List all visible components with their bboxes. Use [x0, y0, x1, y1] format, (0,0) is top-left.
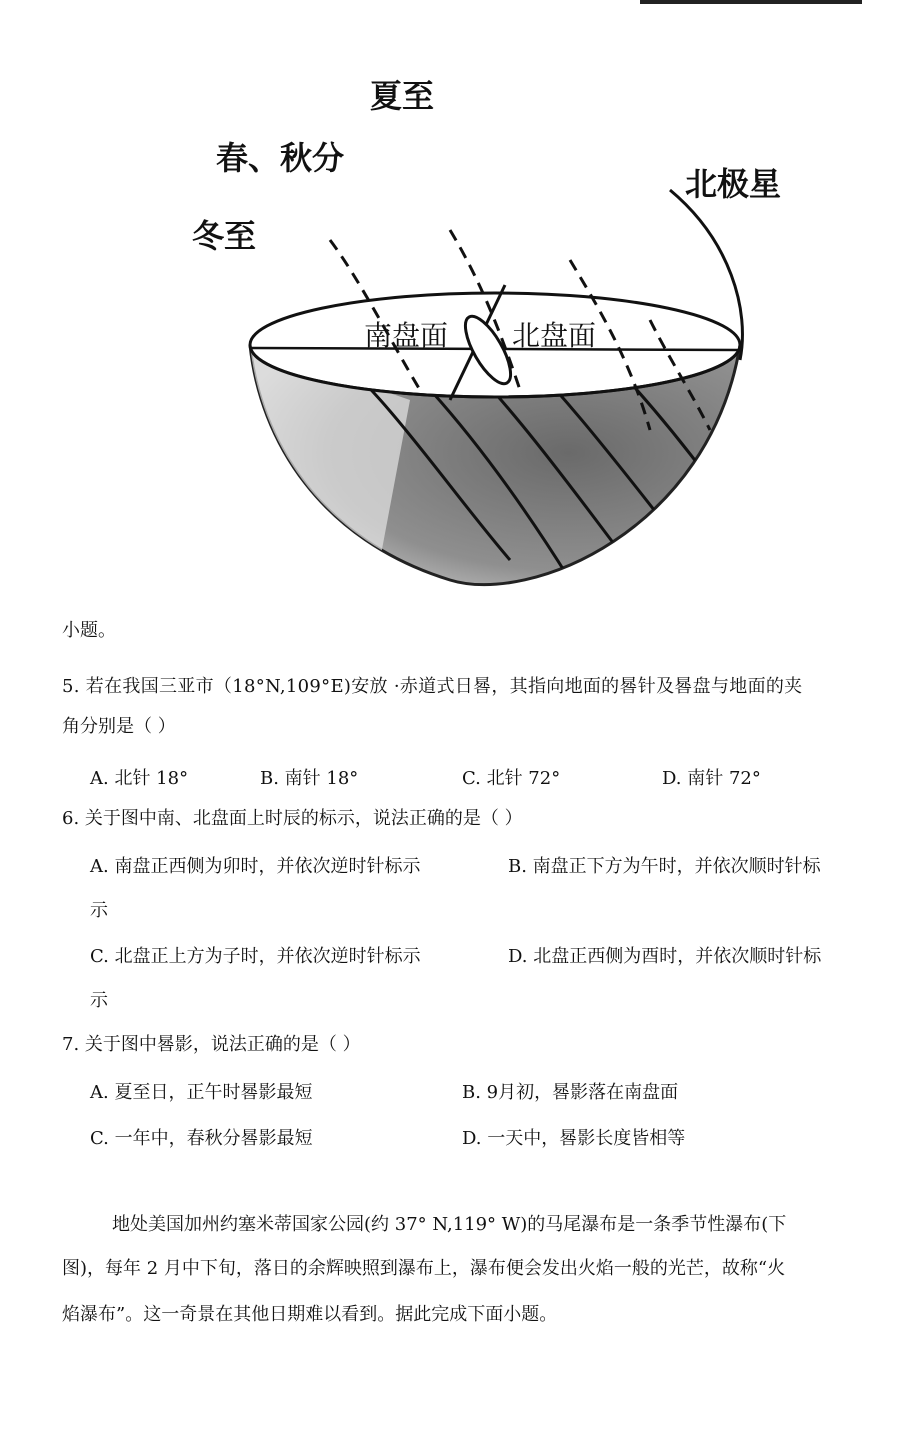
label-winter-solstice: 冬至	[192, 217, 257, 255]
top-edge-bar	[640, 0, 862, 4]
q5-option-b[interactable]: B. 南针 18°	[260, 768, 359, 789]
q6-option-b[interactable]: B. 南盘正下方为午时，并依次顺时针标	[508, 856, 821, 877]
passage-line2: 图)，每年 2 月中下旬，落日的余辉映照到瀑布上，瀑布便会发出火焰一般的光芒，故称“火	[62, 1258, 786, 1279]
q5-option-c[interactable]: C. 北针 72°	[462, 768, 561, 789]
q7-option-b[interactable]: B. 9月初，晷影落在南盘面	[462, 1082, 679, 1103]
q5-stem-line1: 5. 若在我国三亚市（18°N,109°E)安放 ·赤道式日晷，其指向地面的晷针及晷盘与地面的夹	[62, 676, 803, 697]
q7-stem: 7. 关于图中晷影，说法正确的是（ ）	[62, 1034, 361, 1055]
q6-option-c[interactable]: C. 北盘正上方为子时，并依次逆时针标示	[90, 946, 421, 967]
sundial-figure	[150, 60, 810, 620]
polaris-arc	[670, 190, 742, 360]
label-summer-solstice: 夏至	[370, 77, 435, 115]
sun-path-dashed	[330, 240, 420, 390]
label-polaris: 北极星	[685, 165, 782, 203]
passage-line1: 地处美国加州约塞米蒂国家公园(约 37° N,119° W)的马尾瀑布是一条季节性瀑布(下	[112, 1214, 787, 1235]
label-south-dial: 南盘面	[364, 319, 449, 352]
intro-tail: 小题。	[62, 620, 116, 641]
q5-option-a[interactable]: A. 北针 18°	[90, 768, 189, 789]
q6-option-d-wrap: 示	[90, 990, 108, 1011]
q7-option-d[interactable]: D. 一天中，晷影长度皆相等	[462, 1128, 686, 1149]
label-north-dial: 北盘面	[512, 319, 597, 352]
q6-option-b-wrap: 示	[90, 900, 108, 921]
q5-stem-line2: 角分别是（ ）	[62, 716, 176, 737]
q6-option-a[interactable]: A. 南盘正西侧为卯时，并依次逆时针标示	[90, 856, 421, 877]
label-equinox: 春、秋分	[216, 139, 345, 177]
q6-option-d[interactable]: D. 北盘正西侧为酉时，并依次顺时针标	[508, 946, 822, 967]
q5-option-d[interactable]: D. 南针 72°	[662, 768, 761, 789]
q6-stem: 6. 关于图中南、北盘面上时辰的标示，说法正确的是（ ）	[62, 808, 523, 829]
q7-option-c[interactable]: C. 一年中，春秋分晷影最短	[90, 1128, 313, 1149]
passage-line3: 焰瀑布”。这一奇景在其他日期难以看到。据此完成下面小题。	[62, 1304, 558, 1325]
q7-option-a[interactable]: A. 夏至日，正午时晷影最短	[90, 1082, 313, 1103]
